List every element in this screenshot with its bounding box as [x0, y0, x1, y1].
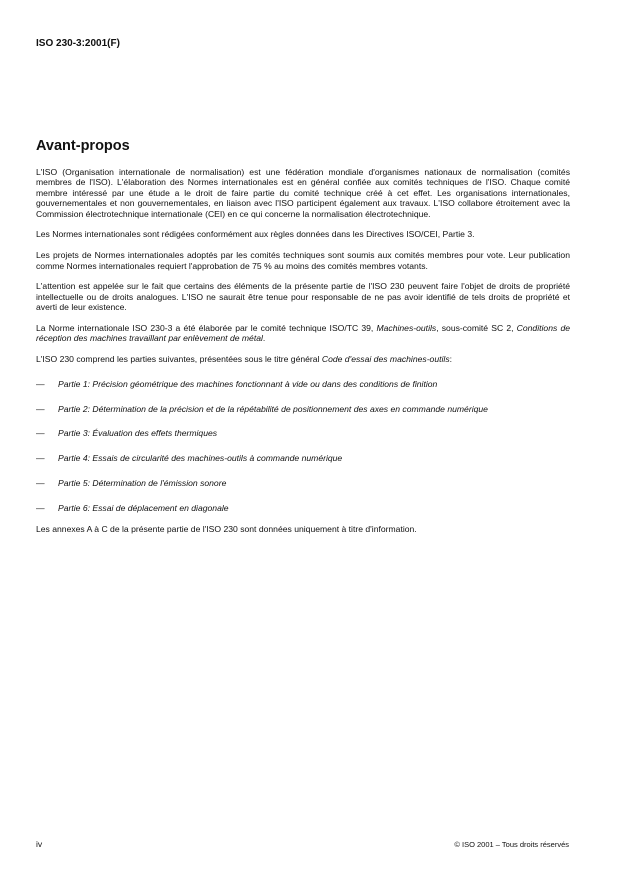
paragraph-parts-intro — [36, 354, 570, 364]
subcommittee-name: Conditions de réception des machines travaillant par enlèvement de métal — [36, 323, 571, 344]
parts-intro-text: L'ISO 230 comprend les parties suivantes, présentées sous le titre général — [36, 354, 322, 365]
dash-bullet: — — [36, 453, 45, 464]
list-item-part-6 — [36, 503, 570, 513]
list-item-part-5 — [36, 478, 570, 488]
parts-intro-colon: : — [449, 354, 453, 365]
dash-bullet: — — [36, 503, 45, 514]
list-item-part-2 — [36, 404, 570, 414]
committee-name: Machines-outils — [376, 323, 437, 334]
committee-text-e: . — [262, 333, 266, 344]
dash-bullet: — — [36, 428, 45, 439]
paragraph-iso-intro: L'ISO (Organisation internationale de normalisation) est une fédération mondiale d'organismes nationaux de normalisation (comités membres de l'ISO). L'élaboration des Normes internationales est en général confiée aux comités techniques de l'ISO. Chaque comité membre intéressé par une étude a le droit de faire partie du comité technique créé à cet effet. Les organisations internationales, gouvernementales et non gouvernementales, en liaison avec l'ISO participent également aux travaux. L'ISO collabore étroitement avec la Commission électrotechnique internationale (CEI) en ce qui concerne la normalisation électrotechnique. — [36, 167, 570, 219]
paragraph-voting: Les projets de Normes internationales adoptés par les comités techniques sont soumis aux comités membres pour vote. Leur publication comme Normes internationales requiert l'approbation de 75 % au moins des comités membres votants. — [36, 250, 570, 271]
parts-list — [36, 379, 570, 514]
committee-text-c: , sous-comité SC 2, — [436, 323, 517, 334]
section-title: Avant-propos — [36, 138, 130, 154]
copyright-notice: © ISO 2001 – Tous droits réservés — [454, 840, 569, 849]
list-item-text: Partie 5: Détermination de l'émission sonore — [58, 478, 227, 489]
dash-bullet: — — [36, 378, 45, 389]
list-item-part-3 — [36, 428, 570, 438]
dash-bullet: — — [36, 403, 45, 414]
list-item-text: Partie 4: Essais de circularité des machines-outils à commande numérique — [58, 453, 343, 464]
list-item-part-4 — [36, 453, 570, 463]
paragraph-committee — [36, 323, 570, 344]
list-item-text: Partie 6: Essai de déplacement en diagonale — [58, 503, 229, 514]
list-item-part-1 — [36, 379, 570, 389]
committee-text-a: La Norme internationale ISO 230-3 a été élaborée par le comité technique ISO/TC 39, — [36, 323, 377, 334]
general-title: Code d'essai des machines-outils — [321, 354, 450, 365]
document-id-header: ISO 230-3:2001(F) — [36, 38, 120, 49]
list-item-text: Partie 3: Évaluation des effets thermiques — [58, 428, 218, 439]
foreword-body — [36, 167, 570, 544]
list-item-text: Partie 1: Précision géométrique des machines fonctionnant à vide ou dans des conditions de finition — [58, 378, 438, 389]
list-item-text: Partie 2: Détermination de la précision et de la répétabilité de positionnement des axes en commande numérique — [58, 403, 488, 414]
paragraph-directives: Les Normes internationales sont rédigées conformément aux règles données dans les Directives ISO/CEI, Partie 3. — [36, 229, 475, 240]
page-number: iv — [36, 839, 43, 849]
dash-bullet: — — [36, 478, 45, 489]
paragraph-annexes: Les annexes A à C de la présente partie de l'ISO 230 sont données uniquement à titre d'information. — [36, 523, 417, 534]
paragraph-patent-rights: L'attention est appelée sur le fait que certains des éléments de la présente partie de l'ISO 230 peuvent faire l'objet de droits de propriété intellectuelle ou de droits analogues. L'ISO ne saurait être tenue pour responsable de ne pas avoir identifié de tels droits de propriété et averti de leur existence. — [36, 281, 570, 313]
